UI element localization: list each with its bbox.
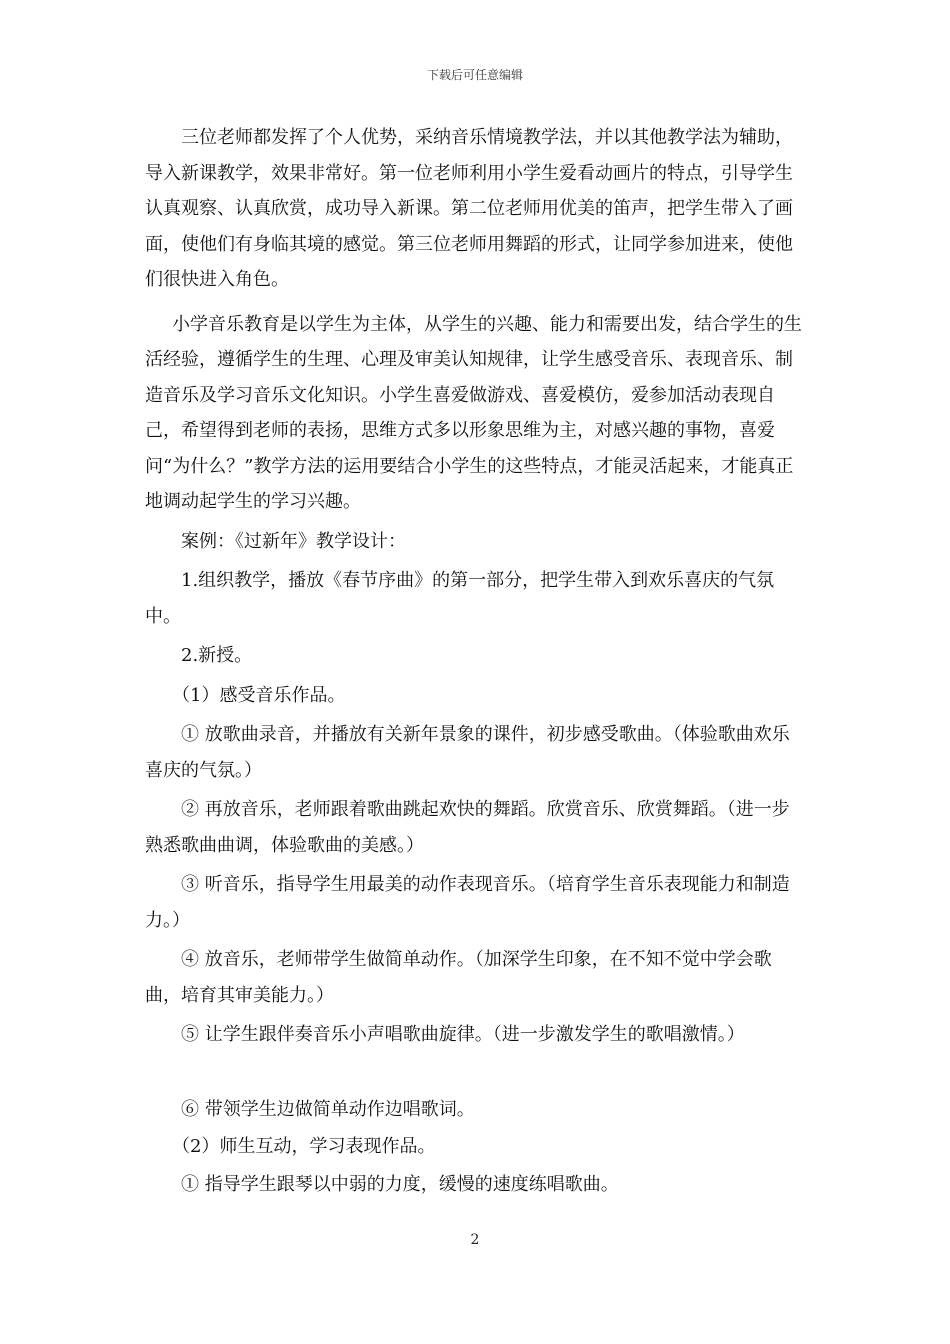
paragraph-music-education: 小学音乐教育是以学生为主体，从学生的兴趣、能力和需要出发，结合学生的生活经验，遵循学生的生理、心理及审美认知规律，让学生感受音乐、表现音乐、制造音乐及学习音乐文化知识。小学生喜爱做游戏、喜爱模仿，爱参加活动表现自己，希望得到老师的表扬，思维方式多以形象思维为主，对感兴趣的事物，喜爱问“为什么？”教学方法的运用要结合小学生的这些特点，才能灵活起来，才能真正地调动起学生的学习兴趣。	[145, 313, 802, 512]
paragraph-subsection-1: （1）感受音乐作品。	[172, 684, 346, 706]
paragraph-item-5: ⑤ 让学生跟伴奏音乐小声唱歌曲旋律。（进一步激发学生的歌唱激情。）	[181, 1024, 745, 1045]
paragraph-item-2: ② 再放音乐，老师跟着歌曲跳起欢快的舞蹈。欣赏音乐、欣赏舞蹈。（进一步熟悉歌曲曲调，体验歌曲的美感。）	[145, 799, 790, 856]
paragraph-step-2: 2.新授。	[181, 645, 253, 666]
page-header: 下载后可任意编辑	[426, 68, 523, 82]
paragraph-subsection-2: （2）师生互动，学习表现作品。	[172, 1136, 436, 1157]
paragraph-case-title: 案例：《过新年》教学设计：	[181, 530, 406, 552]
paragraph-item-2-1: ① 指导学生跟琴以中弱的力度，缓慢的速度练唱歌曲。	[181, 1173, 619, 1195]
document-body	[145, 120, 807, 1202]
paragraph-step-1: 1.组织教学，播放《春节序曲》的第一部分，把学生带入到欢乐喜庆的气氛中。	[145, 570, 775, 627]
paragraph-item-6: ⑥ 带领学生边做简单动作边唱歌词。	[181, 1098, 475, 1120]
paragraph-item-1: ① 放歌曲录音，并播放有关新年景象的课件，初步感受歌曲。（体验歌曲欢乐喜庆的气氛。）	[145, 724, 790, 781]
paragraph-item-3: ③ 听音乐，指导学生用最美的动作表现音乐。（培育学生音乐表现能力和制造力。）	[145, 874, 790, 931]
blank-line	[145, 1053, 807, 1088]
paragraph-item-4: ④ 放音乐，老师带学生做简单动作。（加深学生印象，在不知不觉中学会歌曲，培育其审美能力。）	[145, 949, 772, 1006]
paragraph-teachers-advantages: 三位老师都发挥了个人优势，采纳音乐情境教学法，并以其他教学法为辅助，导入新课教学，效果非常好。第一位老师利用小学生爱看动画片的特点，引导学生认真观察、认真欣赏，成功导入新课。第二位老师用优美的笛声，把学生带入了画面，使他们有身临其境的感觉。第三位老师用舞蹈的形式，让同学参加进来，使他们很快进入角色。	[145, 127, 793, 290]
page-number: 2	[470, 1232, 480, 1248]
